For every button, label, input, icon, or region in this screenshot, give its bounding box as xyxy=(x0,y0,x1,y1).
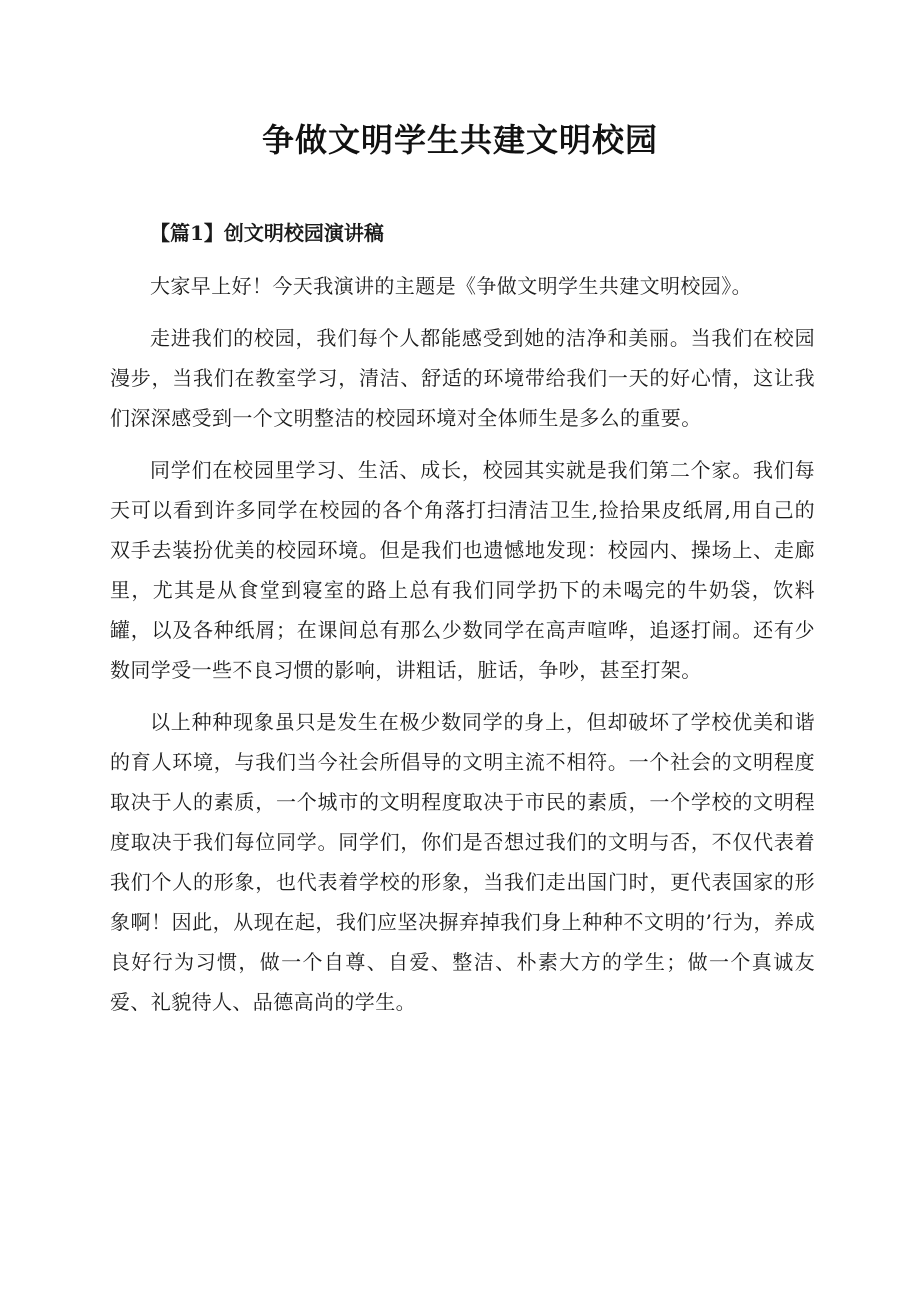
paragraph-greeting: 大家早上好！今天我演讲的主题是《争做文明学生共建文明校园》。 xyxy=(150,274,752,298)
document-body xyxy=(110,266,815,1034)
paragraph-campus-problems: 同学们在校园里学习、生活、成长，校园其实就是我们第二个家。我们每天可以看到许多同学在校园的各个角落打扫清洁卫生,捡拾果皮纸屑,用自己的双手去装扮优美的校园环境。但是我们也遗憾地发现：校园内、操场上、走廊里，尤其是从食堂到寝室的路上总有我们同学扔下的未喝完的牛奶袋，饮料罐，以及各种纸屑；在课间总有那么少数同学在高声喧哗，追逐打闹。还有少数同学受一些不良习惯的影响，讲粗话，脏话，争吵，甚至打架。 xyxy=(110,458,815,682)
paragraph-campus-beauty: 走进我们的校园，我们每个人都能感受到她的洁净和美丽。当我们在校园漫步，当我们在教室学习，清洁、舒适的环境带给我们一天的好心情，这让我们深深感受到一个文明整洁的校园环境对全体师生是多么的重要。 xyxy=(110,326,815,430)
section-heading: 【篇1】创文明校园演讲稿 xyxy=(150,221,384,245)
document-title: 争做文明学生共建文明校园 xyxy=(261,121,658,159)
paragraph-call-to-action: 以上种种现象虽只是发生在极少数同学的身上，但却破坏了学校优美和谐的育人环境，与我们当今社会所倡导的文明主流不相符。一个社会的文明程度取决于人的素质，一个城市的文明程度取决于市民的素质，一个学校的文明程度取决于我们每位同学。同学们，你们是否想过我们的文明与否，不仅代表着我们个人的形象，也代表着学校的形象，当我们走出国门时，更代表国家的形象啊！因此，从现在起，我们应坚决摒弃掉我们身上种种不文明的’行为，养成良好行为习惯，做一个自尊、自爱、整洁、朴素大方的学生；做一个真诚友爱、礼貌待人、品德高尚的学生。 xyxy=(110,710,815,1014)
